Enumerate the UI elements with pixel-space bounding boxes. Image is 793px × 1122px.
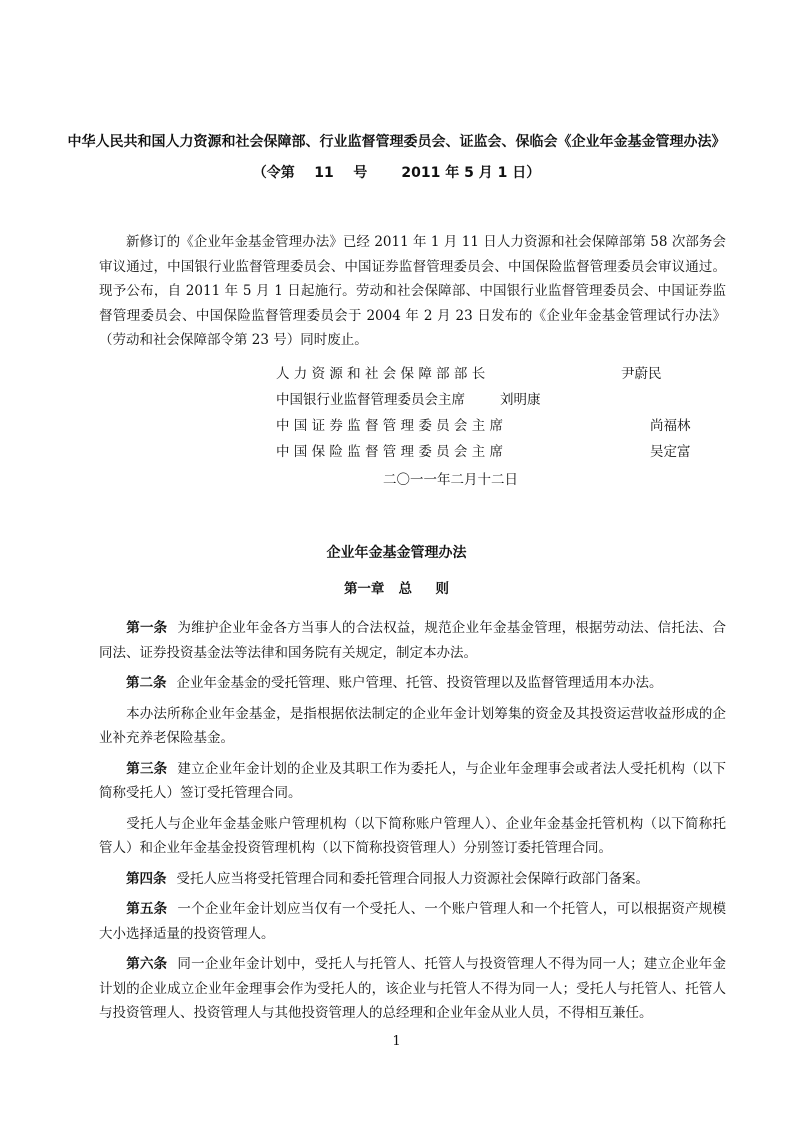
article-text: 建立企业年金计划的企业及其职工作为委托人，与企业年金理事会或者法人受托机构（以下简称受托人）签订受托管理合同。 xyxy=(99,760,727,801)
signature-role: 中国银行业监督管理委员会主席 xyxy=(276,392,465,408)
article-label: 第三条 xyxy=(126,760,168,777)
signature-block xyxy=(276,361,736,465)
regulation-title: 企业年金基金管理办法 xyxy=(326,545,467,561)
signature-role: 中 国 保 险 监 督 管 理 委 员 会 主 席 xyxy=(276,444,503,460)
signature-line xyxy=(276,387,736,413)
signature-name: 刘明康 xyxy=(500,392,541,408)
signature-role: 人 力 资 源 和 社 会 保 障 部 部 长 xyxy=(276,366,486,382)
article-label: 第四条 xyxy=(126,870,167,887)
article-paragraph xyxy=(99,897,726,946)
article-text: 受托人与企业年金基金账户管理机构（以下简称账户管理人）、企业年金基金托管机构（以下简称托管人）和企业年金基金投资管理机构（以下简称投资管理人）分别签订委托管理合同。 xyxy=(99,815,726,856)
signature-name: 尚福林 xyxy=(650,418,691,434)
article-paragraph xyxy=(99,702,726,751)
article-label: 第六条 xyxy=(126,956,168,972)
document-header-title: 中华人民共和国人力资源和社会保障部、行业监督管理委员会、证监会、保临会《企业年金基金管理办法》 xyxy=(67,134,726,150)
article-paragraph xyxy=(99,671,726,696)
signature-role: 中 国 证 券 监 督 管 理 委 员 会 主 席 xyxy=(276,418,503,434)
document-header-subtitle: （令第 11 号 2011 年 5 月 1 日） xyxy=(252,165,541,181)
signature-date: 二〇一一年二月十二日 xyxy=(383,472,518,488)
articles-body xyxy=(99,616,726,1032)
chapter-heading: 第一章 总 则 xyxy=(343,581,450,597)
page-number: 1 xyxy=(392,1034,401,1049)
article-text: 本办法所称企业年金基金，是指根据依法制定的企业年金计划筹集的资金及其投资运营收益形成的企业补充养老保险基金。 xyxy=(99,705,726,746)
article-text: 受托人应当将受托管理合同和委托管理合同报人力资源社会保障行政部门备案。 xyxy=(176,870,649,887)
article-text: 为维护企业年金各方当事人的合法权益，规范企业年金基金管理，根据劳动法、信托法、合同法、证券投资基金法等法律和国务院有关规定，制定本办法。 xyxy=(99,620,727,661)
article-paragraph xyxy=(99,952,726,1026)
article-text: 同一企业年金计划中，受托人与托管人、托管人与投资管理人不得为同一人；建立企业年金计划的企业成立企业年金理事会作为受托人的，该企业与托管人不得为同一人；受托人与托管人、托管人与投资管理人、投资管理人与其他投资管理人的总经理和企业年金从业人员，不得相互兼任。 xyxy=(99,956,727,1021)
article-paragraph xyxy=(99,812,726,861)
signature-name: 吴定富 xyxy=(650,444,691,460)
article-label: 第一条 xyxy=(126,620,168,636)
article-label: 第五条 xyxy=(126,901,168,917)
article-text: 一个企业年金计划应当仅有一个受托人、一个账户管理人和一个托管人，可以根据资产规模大小选择适量的投资管理人。 xyxy=(99,901,727,942)
signature-line xyxy=(276,439,736,465)
article-paragraph xyxy=(99,867,726,892)
signature-line xyxy=(276,413,736,439)
article-text: 企业年金基金的受托管理、账户管理、托管、投资管理以及监督管理适用本办法。 xyxy=(176,675,663,691)
preface-paragraph: 新修订的《企业年金基金管理办法》已经 2011 年 1 月 11 日人力资源和社会保障部第 58 次部务会审议通过，中国银行业监督管理委员会、中国证券监督管理委员会、中国保险监督管理委员会审议通过。现予公布，自 2011 年 5 月 1 日起施行。劳动和社会保障部、中国银行业监督管理委员会、中国证券监督管理委员会、中国保险监督管理委员会于 2004 年 2 月 23 日发布的《企业年金基金管理试行办法》（劳动和社会保障部令第 23 号）同时废止。 xyxy=(99,234,726,348)
signature-name: 尹蔚民 xyxy=(621,366,662,382)
article-paragraph xyxy=(99,757,726,806)
article-paragraph xyxy=(99,616,726,665)
signature-line xyxy=(276,361,736,387)
article-label: 第二条 xyxy=(126,675,167,691)
